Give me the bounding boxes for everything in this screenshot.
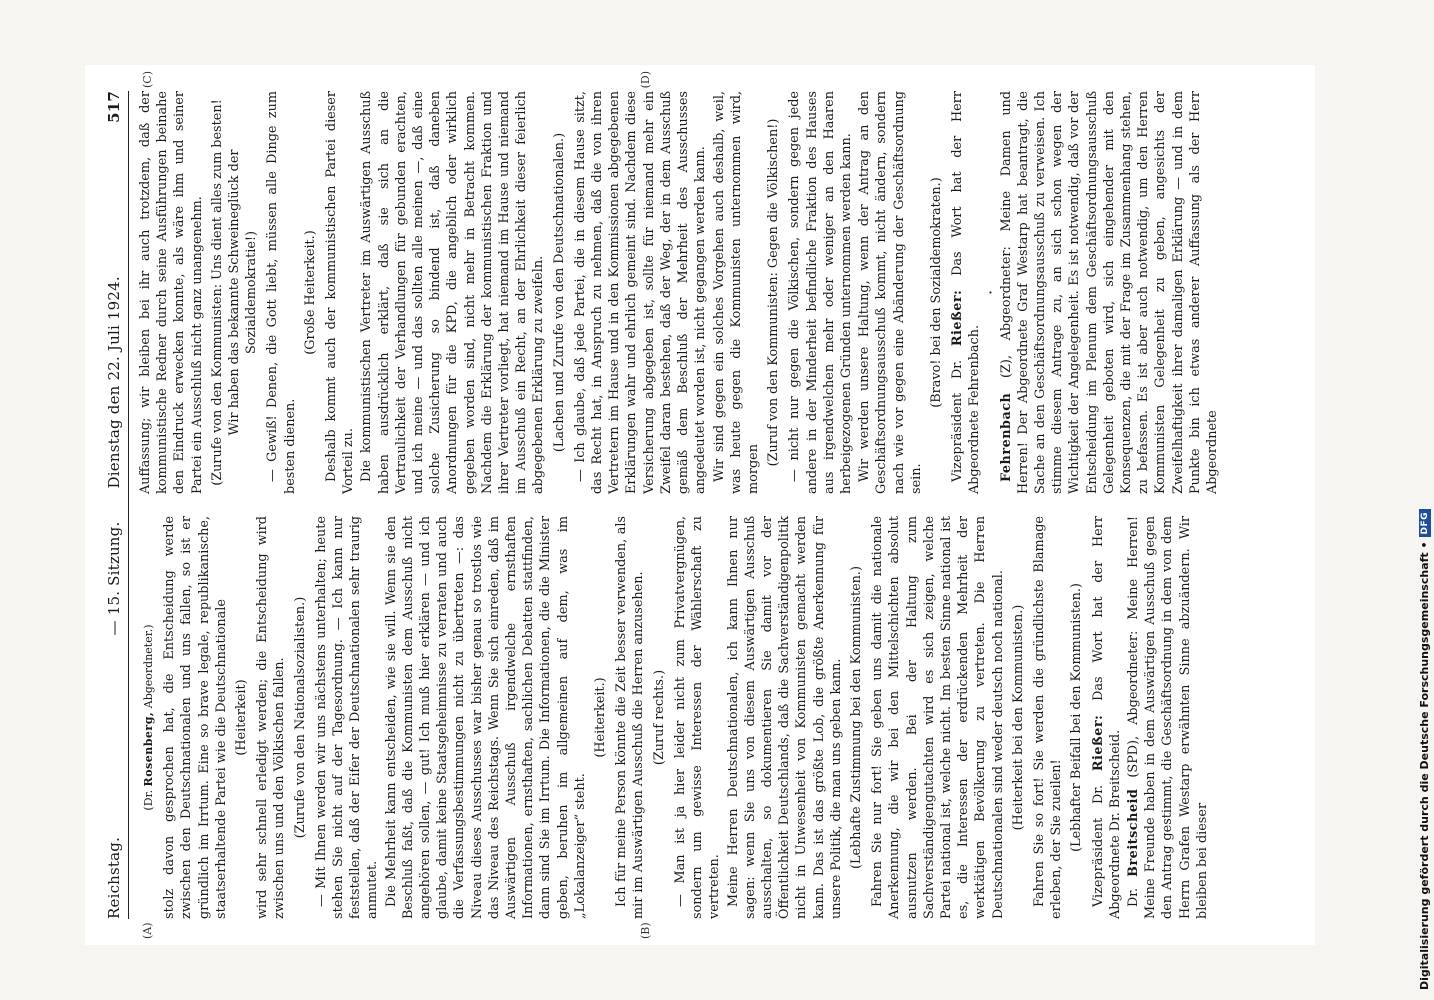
running-head-session: — 15. Sitzung.	[105, 521, 123, 636]
speaker-name: Breitscheid	[1125, 788, 1141, 877]
paragraph: Fahren Sie nur fort! Sie geben uns damit die nationale Anerkennung, die wir bei den Mittelschichten absolut ausnutzen werden. Bei der Haltung zum Sachverständigengutachten wird es sich zeigen, welche Partei national ist, welche nicht. Im besten Sinne national ist es, die Interessen der erdrückenden Mehrheit der werktätigen Bevölkerung zu vertreten. Die Herren Deutschnationalen sind weder deutsch noch national.	[870, 516, 1006, 919]
left-column	[137, 515, 1222, 939]
paragraph: Ich für meine Person könnte die Zeit besser verwenden, als mir im Auswärtigen Ausschuß die Herren anzusehen.	[614, 516, 647, 919]
running-head-right	[105, 91, 123, 488]
paragraph: Die Mehrheit kann entscheiden, wie sie will. Wenn sie den Beschluß faßt, daß die Kommunisten dem Ausschuß nicht angehören sollen, — gut! Ich muß hier erklären — und ich glaube, damit keine Staatsgeheimnisse zu verraten und auch die Verfassungsbestimmungen nicht zu übertreten —: das Niveau dieses Ausschusses war bisher genau so trostlos wie das Niveau des Reichstags. Wenn Sie sich einreden, daß im Auswärtigen Ausschuß irgendwelche ernsthaften Informationen, ernsthaften, sachlichen Debatten stattfinden, dann sind Sie im Irrtum. Die Informationen, die die Minister geben, beruhen im allgemeinen auf dem, was im „Lokalanzeiger“ steht.	[383, 516, 588, 919]
document-page	[85, 65, 1315, 945]
digitization-stamp-text: Digitalisierung gefördert durch die Deutsche Forschungsgemeinschaft •	[1418, 541, 1431, 990]
margin-marker-c: (C)	[141, 71, 154, 88]
stage-direction: (Zurufe von den Nationalsozialisten.)	[292, 596, 308, 839]
president-title: Vizepräsident Dr.	[1090, 771, 1106, 907]
stage-direction: (Heiterkeit.)	[593, 677, 609, 758]
digitization-stamp	[1418, 509, 1431, 990]
paragraph: — nicht nur gegen die Völkischen, sondern gegen jede andere in der Minderheit befindliche Fraktion des Hauses aus irgendwelchen mehr oder weniger an den Haaren herbeigezogenen Gründen unternommen werden kann.	[787, 91, 854, 494]
speaker-heading	[140, 516, 157, 919]
stage-direction: (Zuruf von den Kommunisten: Gegen die Völkischen!)	[766, 118, 782, 467]
speech-opening	[998, 91, 1222, 494]
running-head	[105, 91, 129, 919]
paragraph: stolz davon gesprochen hat, die Entscheidung werde zwischen den Deutschnationalen und uns fallen, so ist er gründlich im Irrtum. Eine so brave legale, republikanische, staatserhaltende Partei wie die Deutschnationale	[162, 516, 229, 919]
paragraph: — Mit Ihnen werden wir uns nächstens unterhalten; heute stehen Sie nicht auf der Tagesordnung. — Ich kann nur feststellen, daß der Eifer der Deutschnationalen sehr traurig anmutet.	[313, 516, 381, 919]
stage-direction: (Große Heiterkeit.)	[302, 230, 318, 355]
margin-marker-b: (B)	[639, 922, 652, 939]
margin-marker-a: (A)	[141, 922, 154, 939]
dfg-logo: DFG	[1419, 509, 1431, 538]
right-column	[137, 71, 1222, 494]
page-number: 517	[105, 91, 123, 123]
paragraph: — Man ist ja hier leider nicht zum Privatvergnügen, sondern um gewisse Interessen der Wählerschaft zu vertreten.	[672, 516, 723, 919]
president-remark	[1090, 516, 1124, 919]
paragraph: Auffassung; wir bleiben bei ihr auch trotzdem, daß der kommunistische Redner durch seine Ausführungen beinahe den Eindruck erwecken konnte, als wäre ihm und seiner Partei ein Ausschluß nicht ganz unangenehm.	[138, 91, 205, 494]
paragraph: Fahren Sie so fort! Sie werden die gründlichste Blamage erleben, der Sie zueilen!	[1031, 516, 1065, 919]
stage-direction: (Zuruf rechts.)	[651, 669, 667, 766]
speech-text: (Z), Abgeordneter: Meine Damen und Herren! Der Abgeordnete Graf Westarp hat beantragt, die Sache an den Geschäftsordnungsausschuß zu verweisen. Ich stimme diesem Antrage zu, an sich schon wegen der Wichtigkeit der Angelegenheit. Es ist notwendig, daß vor der Entscheidung im Plenum dem Geschäftsordnungsausschuß Gelegenheit geboten wird, sich eingehender mit den Konsequenzen, die mit der Frage im Zusammenhang stehen, zu befassen. Es ist aber auch notwendig, um den Herren Kommunisten Gelegenheit zu geben, angesichts der Zweifelhaftigkeit ihrer damaligen Erklärung — und in dem Punkte bin ich etwas anderer Auffassung als der Herr Abgeordnete	[998, 91, 1220, 494]
paragraph: — Gewiß! Denen, die Gott liebt, müssen alle Dinge zum besten dienen.	[265, 91, 298, 494]
president-text: Das Wort hat der Herr Abgeordnete Dr. Breitscheid.	[1090, 516, 1123, 919]
running-head-date: Dienstag den 22. Juli 1924.	[105, 276, 123, 489]
paragraph: Wir sind gegen ein solches Vorgehen auch deshalb, weil, was heute gegen die Kommunisten unternommen wird, morgen	[711, 91, 761, 494]
speaker-prefix: Dr.	[1125, 876, 1141, 907]
paragraph: Die kommunistischen Vertreter im Auswärtigen Ausschuß haben ausdrücklich erklärt, daß sie sich an die Vertraulichkeit der Verhandlungen für gebunden erachten, und ich meine — und das sollten alle meinen —, daß eine solche Zusicherung so bindend ist, daß daneben Anordnungen für die KPD, die angeblich oder wirklich gegeben worden sind, nicht mehr in Betracht kommen. Nachdem die Erklärung der kommunistischen Fraktion und ihrer Vertreter vorliegt, hat niemand im Hause und niemand im Ausschuß ein Recht, an der Ehrlichkeit dieser feierlich abgegebenen Erklärung zu zweifeln.	[359, 91, 547, 494]
running-head-left	[105, 522, 123, 919]
paragraph: — Ich glaube, daß jede Partei, die in diesem Hause sitzt, das Recht hat, in Anspruch zu nehmen, daß die von ihren Vertretern im Hause und in den Kommissionen abgegebenen Erklärungen wahr und ehrlich gemeint sind. Nachdem diese Versicherung abgegeben ist, sollte für niemand mehr ein Zweifel daran bestehen, daß der Weg, der in dem Ausschuß gemäß dem Beschluß der Mehrheit des Ausschusses angedeutet worden ist, nicht gegangen werden kann.	[572, 91, 709, 494]
stage-direction: (Lebhafte Zustimmung bei den Kommunisten.)	[848, 566, 864, 869]
paragraph: Wir werden unsere Haltung, wenn der Antrag an den Geschäftsordnungsausschuß kommt, nicht ändern, sondern nach wie vor gegen eine Abänderung der Geschäftsordnung sein.	[857, 91, 924, 494]
stage-direction: (Heiterkeit bei den Kommunisten.)	[1010, 604, 1026, 831]
president-name: Rießer:	[1090, 714, 1106, 772]
running-head-title: Reichstag.	[105, 836, 123, 919]
paragraph: Meine Herren Deutschnationalen, ich kann Ihnen nur sagen: wenn Sie uns von diesem Auswärtigen Ausschuß ausschalten, so dokumentieren Sie damit vor der Öffentlichkeit Deutschlands, daß die Sachverständigenpolitik nicht in Unwesenheit von Kommunisten gemacht werden kann. Das ist das größte Lob, die größte Anerkennung für unsere Politik, die man uns geben kann.	[725, 516, 844, 919]
stage-direction: (Zurufe von den Kommunisten: Uns dient alles zum besten! Wir haben das bekannte Schweineglück der Sozialdemokratie!)	[209, 99, 260, 486]
speech-opening	[1125, 516, 1211, 919]
president-title: Vizepräsident Dr.	[950, 346, 966, 482]
text-columns	[137, 71, 1222, 939]
speaker-role: Abgeordneter.)	[142, 624, 155, 712]
stage-direction: (Bravo! bei den Sozialdemokraten.)	[928, 177, 944, 408]
separator-dot: ·	[980, 289, 1000, 296]
speaker-name: Fehrenbach	[998, 392, 1014, 482]
margin-marker-d: (D)	[639, 71, 652, 89]
president-name: Rießer:	[950, 289, 966, 347]
stage-direction: (Lebhafter Beifall bei den Kommunisten.)	[1069, 583, 1085, 852]
paragraph: wird sehr schnell erledigt werden; die Entscheidung wird zwischen uns und den Völkischen fallen.	[255, 516, 288, 919]
paragraph: Deshalb kommt auch der kommunistischen Partei dieser Vorteil zu.	[324, 91, 357, 494]
speaker-name: Rosenberg,	[142, 711, 155, 787]
president-remark	[949, 91, 983, 494]
stage-direction: (Lachen und Zurufe von den Deutschnationalen.)	[551, 132, 567, 453]
speech-text: (SPD), Abgeordneter: Meine Herren! Meine Freunde haben in dem Auswärtigen Ausschuß gegen den Antrag gestimmt, die Geschäftsordnung in dem von dem Herrn Grafen Westarp erwähnten Sinne abzuändern. Wir bleiben bei dieser	[1125, 515, 1210, 919]
president-text: Das Wort hat der Herr Abgeordnete Fehrenbach.	[950, 91, 983, 494]
speaker-prefix: (Dr.	[142, 786, 155, 811]
stage-direction: (Heiterkeit)	[234, 679, 250, 756]
